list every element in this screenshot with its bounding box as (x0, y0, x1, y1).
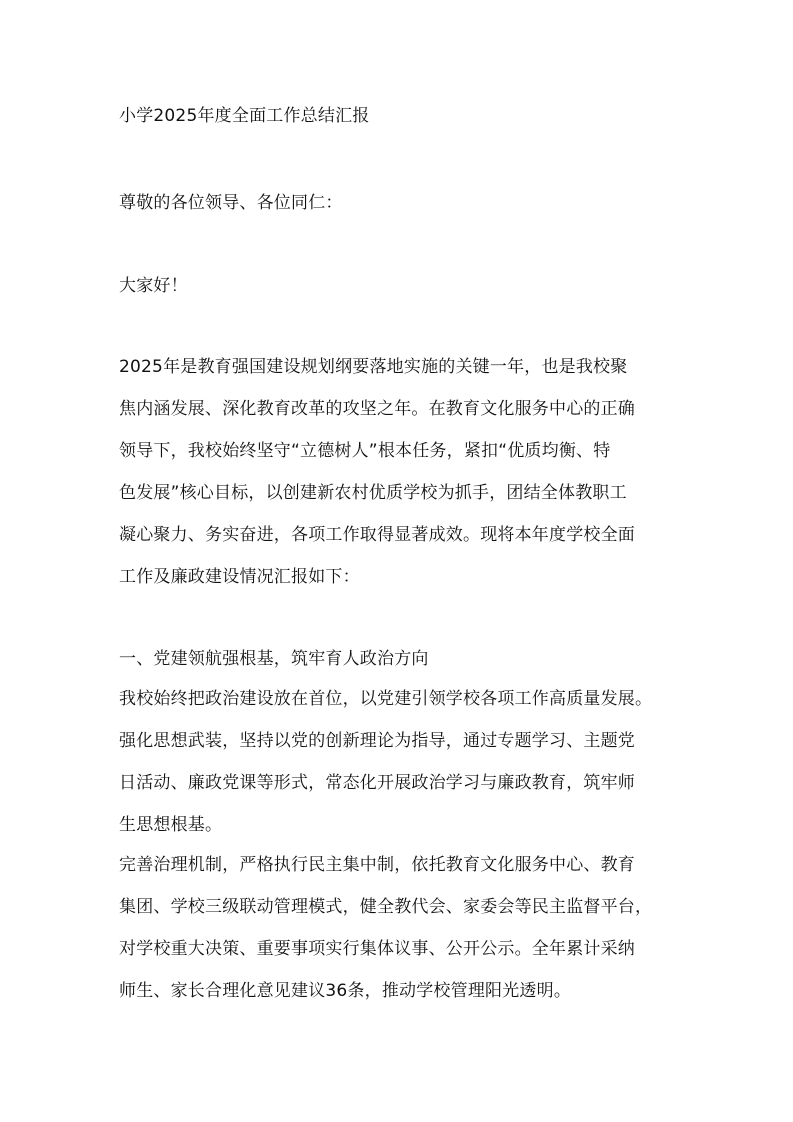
section-line: 强化思想武装，坚持以党的创新理论为指导，通过专题学习、主题党 (119, 731, 635, 751)
intro-line: 凝心聚力、务实奋进，各项工作取得显著成效。现将本年度学校全面 (119, 525, 635, 545)
section-line: 对学校重大决策、重要事项实行集体议事、公开公示。全年累计采纳 (119, 939, 635, 959)
intro-line: 色发展”核心目标，以创建新农村优质学校为抓手，团结全体教职工 (119, 483, 627, 503)
greeting: 大家好！ (119, 276, 188, 296)
salutation: 尊敬的各位领导、各位同仁： (119, 193, 343, 213)
intro-line: 领导下，我校始终坚守“立德树人”根本任务，紧扣“优质均衡、特 (119, 441, 611, 461)
section-line: 完善治理机制，严格执行民主集中制，依托教育文化服务中心、教育 (119, 855, 635, 875)
section-line: 日活动、廉政党课等形式，常态化开展政治学习与廉政教育，筑牢师 (119, 773, 635, 793)
section-line: 生思想根基。 (119, 815, 223, 835)
document-title: 小学2025年度全面工作总结汇报 (119, 106, 370, 126)
intro-line: 工作及廉政建设情况汇报如下： (119, 567, 360, 587)
section-line: 师生、家长合理化意见建议36条，推动学校管理阳光透明。 (119, 981, 572, 1001)
section-line: 我校始终把政治建设放在首位，以党建引领学校各项工作高质量发展。 (119, 689, 653, 709)
intro-line: 2025年是教育强国建设规划纲要落地实施的关键一年，也是我校聚 (119, 357, 628, 377)
intro-line: 焦内涵发展、深化教育改革的攻坚之年。在教育文化服务中心的正确 (119, 399, 635, 419)
section-heading: 一、党建领航强根基，筑牢育人政治方向 (119, 649, 429, 669)
section-line: 集团、学校三级联动管理模式，健全教代会、家委会等民主监督平台， (119, 897, 653, 917)
